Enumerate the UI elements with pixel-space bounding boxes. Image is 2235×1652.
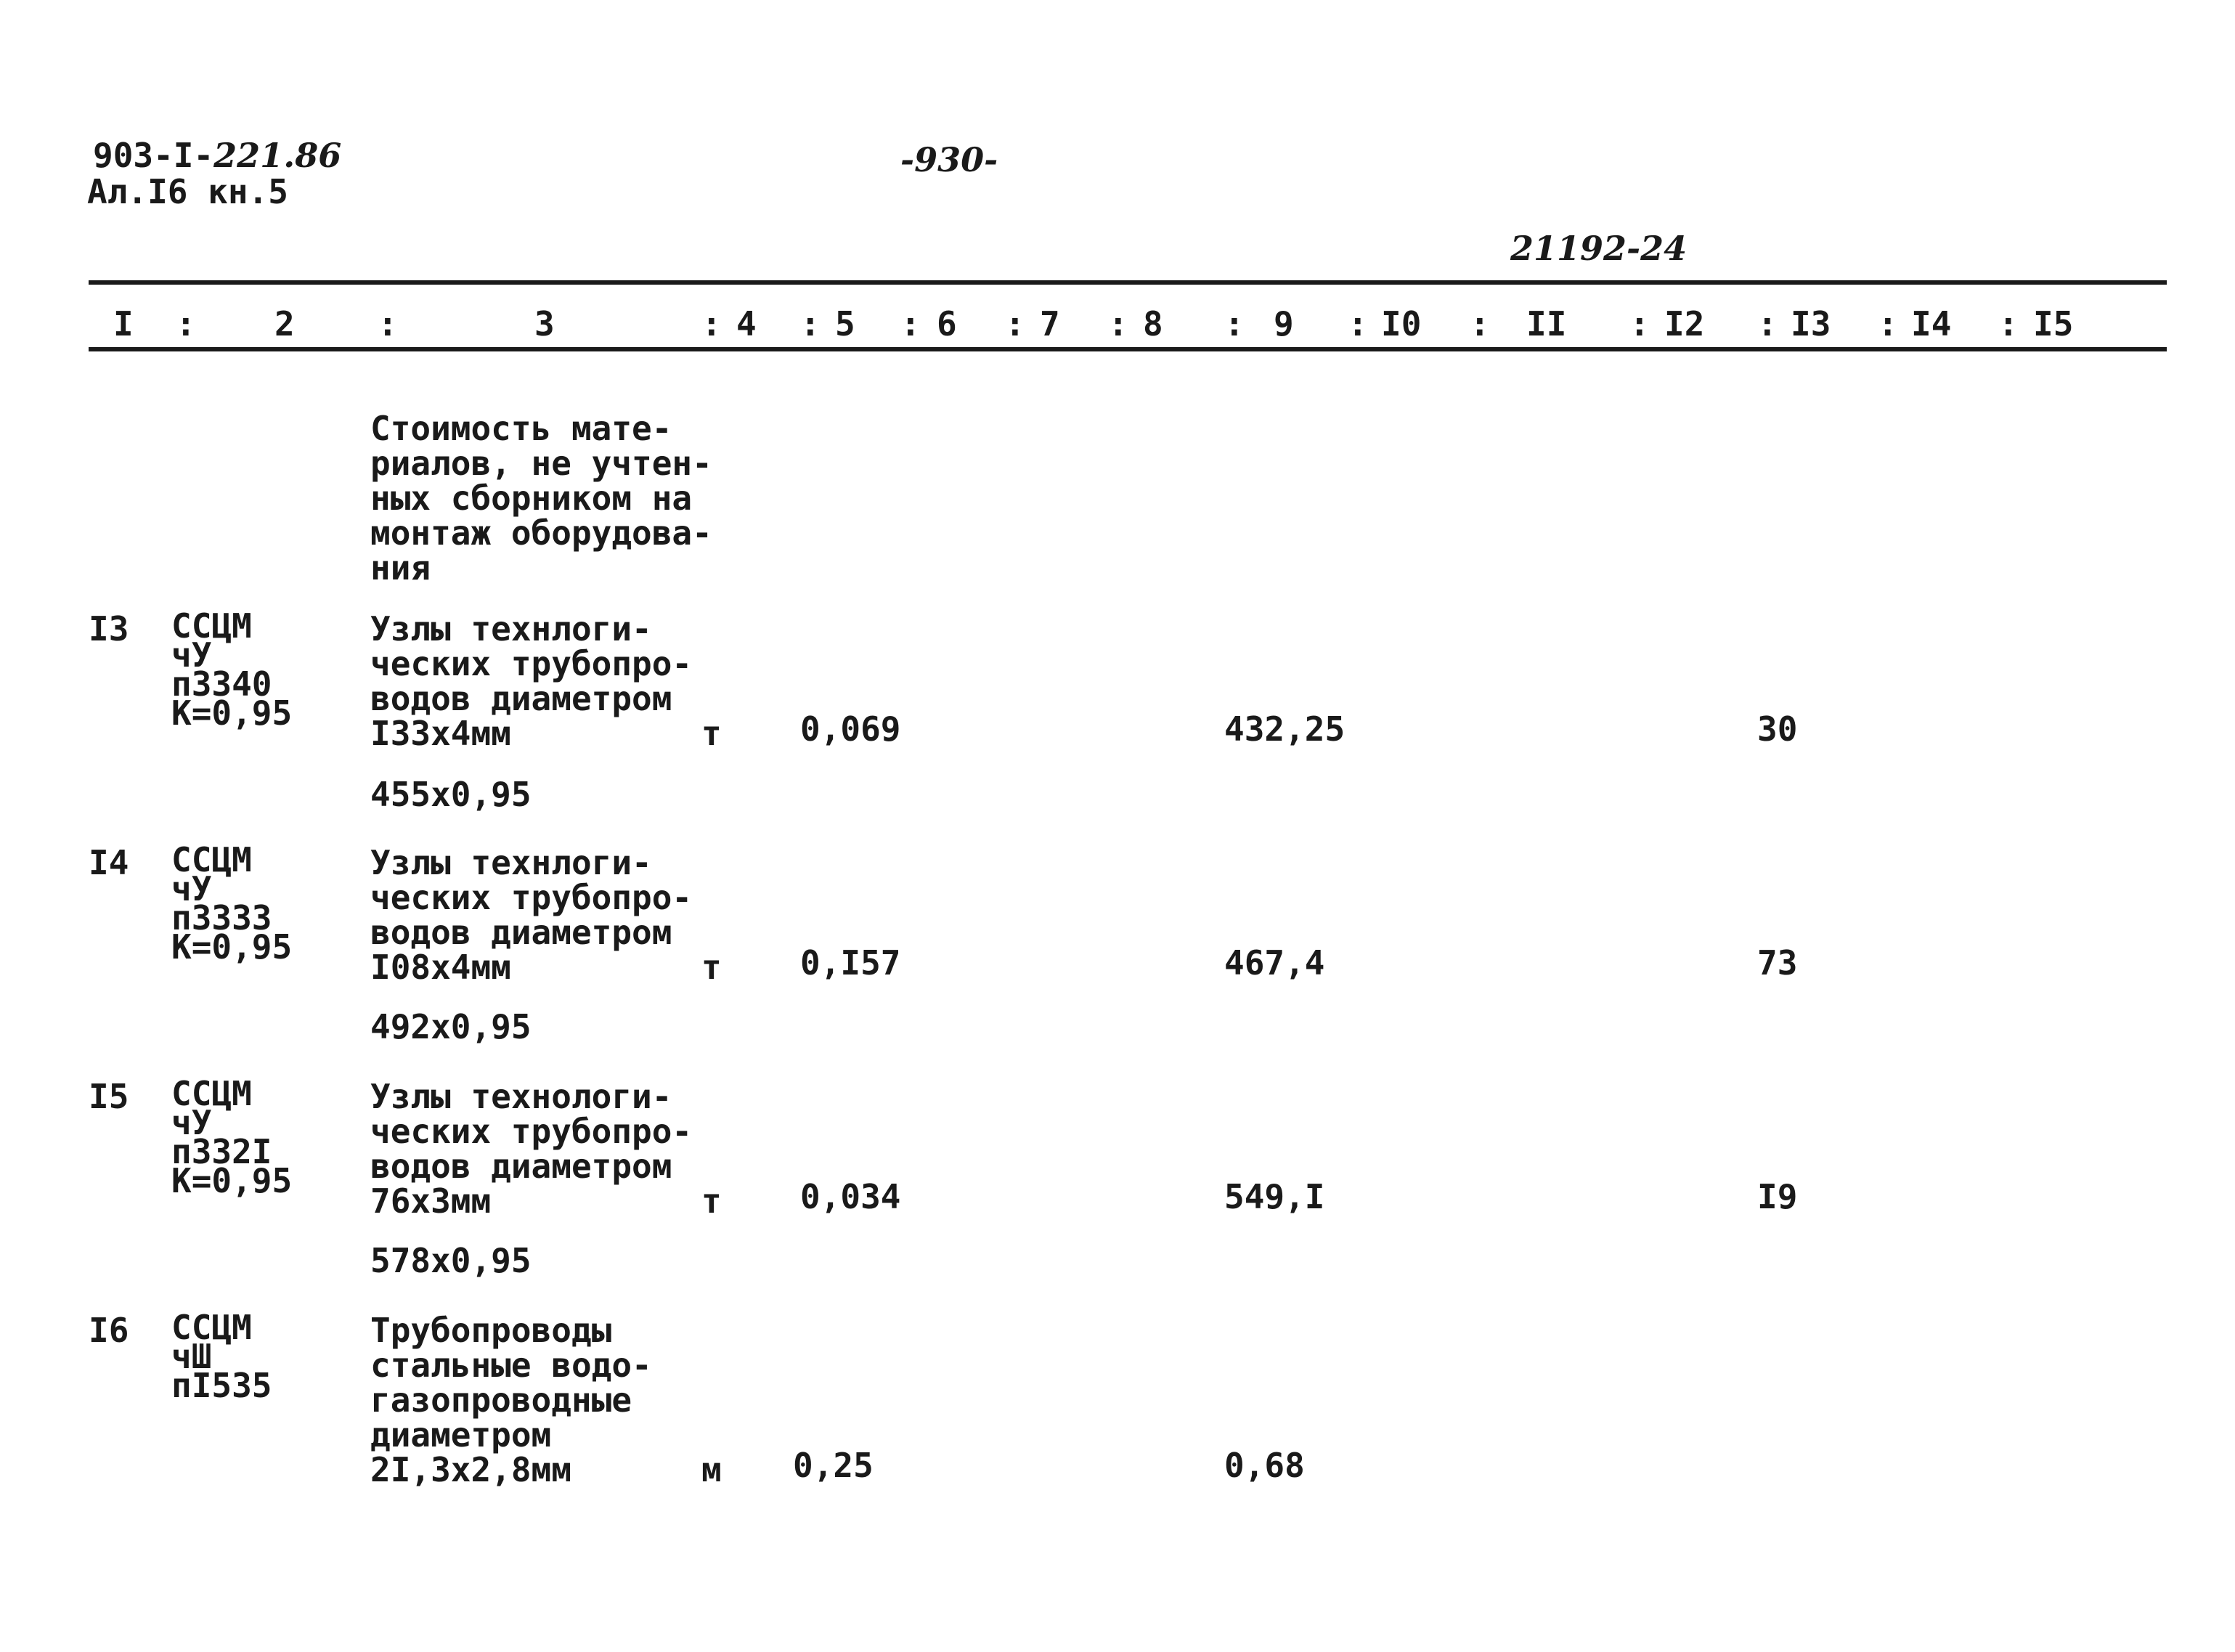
column-header-10: I0	[1381, 304, 1422, 343]
document-code	[93, 138, 341, 173]
row-total: I9	[1757, 1177, 1798, 1216]
row-calculation: 492х0,95	[370, 1007, 532, 1046]
column-header-9: 9	[1274, 304, 1294, 343]
row-unit: т	[701, 1181, 722, 1221]
column-header-14: I4	[1911, 304, 1952, 343]
column-header-13: I3	[1791, 304, 1831, 343]
row-unit-price: 467,4	[1224, 943, 1325, 982]
column-header-12: I2	[1664, 304, 1705, 343]
row-description: Узлы технологи- ческих трубопро- водов диаметром 76х3мм	[370, 1077, 693, 1221]
row-total: 73	[1757, 943, 1798, 982]
row-unit-price: 549,I	[1224, 1177, 1325, 1216]
header-rule-bottom	[89, 347, 2167, 351]
row-description: Узлы технлоги- ческих трубопро- водов диаметром I33х4мм	[370, 609, 693, 753]
section-title: Стоимость мате- риалов, не учтен- ных сборником на монтаж оборудова- ния	[370, 409, 712, 587]
column-header-15: I5	[2033, 304, 2074, 343]
column-header-4: 4	[736, 304, 757, 343]
column-separator: :	[1005, 304, 1025, 343]
row-unit: м	[701, 1450, 722, 1489]
page-number: -930-	[900, 140, 998, 179]
column-separator: :	[1224, 304, 1245, 343]
column-separator: :	[1878, 304, 1898, 343]
column-header-7: 7	[1040, 304, 1060, 343]
column-header-8: 8	[1143, 304, 1163, 343]
row-unit-price: 0,68	[1224, 1446, 1305, 1485]
document-code-handwritten: 221.86	[213, 136, 342, 175]
column-separator: :	[900, 304, 921, 343]
row-quantity: 0,25	[793, 1446, 874, 1485]
row-number: I5	[89, 1077, 129, 1116]
header-rule-top	[89, 280, 2167, 285]
row-number: I6	[89, 1311, 129, 1350]
row-code: ССЦМ чШ пI535	[171, 1308, 272, 1405]
column-separator: :	[1629, 304, 1650, 343]
row-code: ССЦМ чУ п3333 К=0,95	[171, 840, 293, 967]
row-quantity: 0,I57	[800, 943, 901, 982]
row-code: ССЦМ чУ п332I К=0,95	[171, 1074, 293, 1200]
column-header-3: 3	[534, 304, 555, 343]
column-separator: :	[1998, 304, 2019, 343]
row-description: Трубопроводы стальные водо- газопроводные диаметром 2I,3х2,8мм	[370, 1311, 652, 1489]
column-separator: :	[701, 304, 722, 343]
row-unit-price: 432,25	[1224, 709, 1346, 749]
row-total: 30	[1757, 709, 1798, 749]
column-separator: :	[378, 304, 398, 343]
column-header-11: II	[1526, 304, 1567, 343]
column-header-1: I	[113, 304, 134, 343]
row-number: I4	[89, 843, 129, 882]
row-number: I3	[89, 609, 129, 648]
row-quantity: 0,034	[800, 1177, 901, 1216]
row-quantity: 0,069	[800, 709, 901, 749]
row-unit: т	[701, 948, 722, 987]
document-code-prefix: 903-I-	[93, 136, 214, 175]
column-header-6: 6	[937, 304, 957, 343]
album-reference: Ал.I6 кн.5	[87, 172, 288, 211]
column-header-5: 5	[835, 304, 855, 343]
column-separator: :	[176, 304, 196, 343]
row-code: ССЦМ чУ п3340 К=0,95	[171, 606, 293, 733]
sheet-code: 21192-24	[1510, 229, 1688, 268]
column-separator: :	[1108, 304, 1128, 343]
row-unit: т	[701, 714, 722, 753]
row-calculation: 578х0,95	[370, 1241, 532, 1280]
column-separator: :	[1348, 304, 1368, 343]
column-header-2: 2	[274, 304, 295, 343]
column-separator: :	[800, 304, 821, 343]
row-calculation: 455х0,95	[370, 775, 532, 814]
row-description: Узлы технлоги- ческих трубопро- водов диаметром I08х4мм	[370, 843, 693, 987]
column-separator: :	[1757, 304, 1778, 343]
column-separator: :	[1470, 304, 1490, 343]
